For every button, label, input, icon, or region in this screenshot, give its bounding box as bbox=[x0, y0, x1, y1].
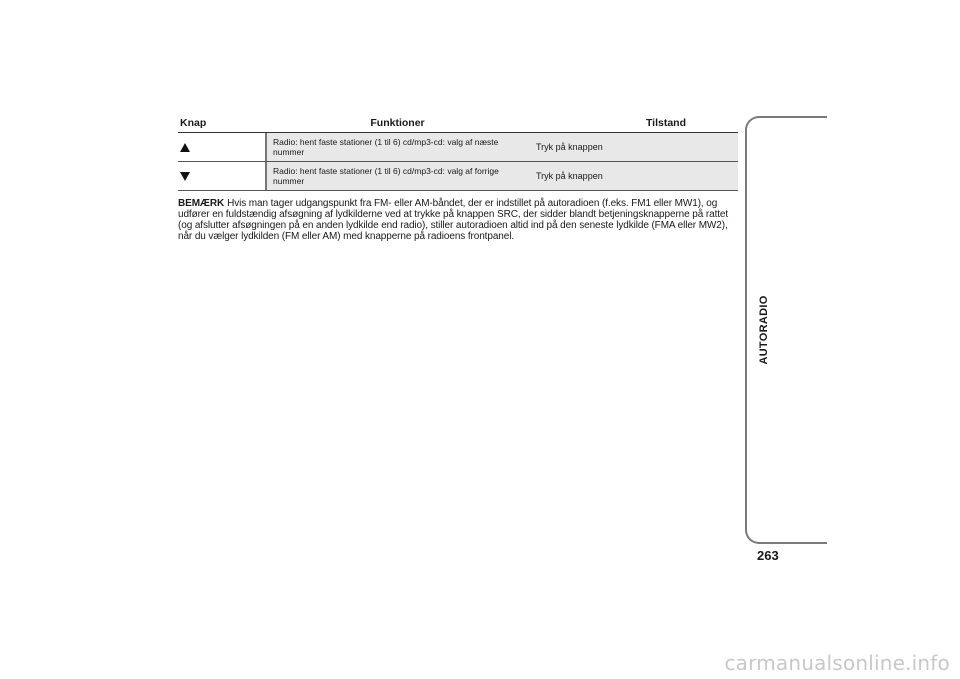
up-triangle-icon bbox=[180, 143, 190, 152]
table-row bbox=[178, 162, 738, 191]
down-triangle-icon bbox=[180, 172, 190, 181]
header-knap: Knap bbox=[180, 117, 207, 129]
button-cell bbox=[178, 133, 265, 161]
function-cell: Radio: hent faste stationer (1 til 6) cd/mp3-cd: valg af forrige nummer bbox=[265, 162, 530, 190]
header-tilstand: Tilstand bbox=[645, 117, 686, 129]
table-row bbox=[178, 133, 738, 162]
note-paragraph bbox=[178, 198, 738, 242]
note-text: Hvis man tager udgangspunkt fra FM- eller AM-båndet, der er indstillet på autoradioen (f.eks. FM1 eller MW1), og udfører en fuldstændig afsøgning af lydkilderne ved at trykke på knappen SRC, der sidder blandt betjeningsknapperne på rattet (og afslutter afsøgningen på en anden lydkilde end radio), stiller autoradioen altid ind på den seneste lydkilde (FMA eller MW2), når du vælger lydkilden (FM eller AM) med knapperne på radioens frontpanel. bbox=[178, 198, 729, 242]
controls-table bbox=[178, 114, 738, 191]
function-cell: Radio: hent faste stationer (1 til 6) cd/mp3-cd: valg af næste nummer bbox=[265, 133, 530, 161]
note-label: BEMÆRK bbox=[178, 198, 225, 209]
state-cell: Tryk på knappen bbox=[530, 162, 738, 190]
state-cell: Tryk på knappen bbox=[530, 133, 738, 161]
chapter-label: AUTORADIO bbox=[758, 295, 770, 365]
table-header bbox=[178, 114, 738, 133]
header-funktioner: Funktioner bbox=[370, 117, 425, 129]
watermark: carmanualsonline.info bbox=[724, 651, 950, 675]
button-cell bbox=[178, 162, 265, 190]
page-number: 263 bbox=[757, 548, 779, 563]
